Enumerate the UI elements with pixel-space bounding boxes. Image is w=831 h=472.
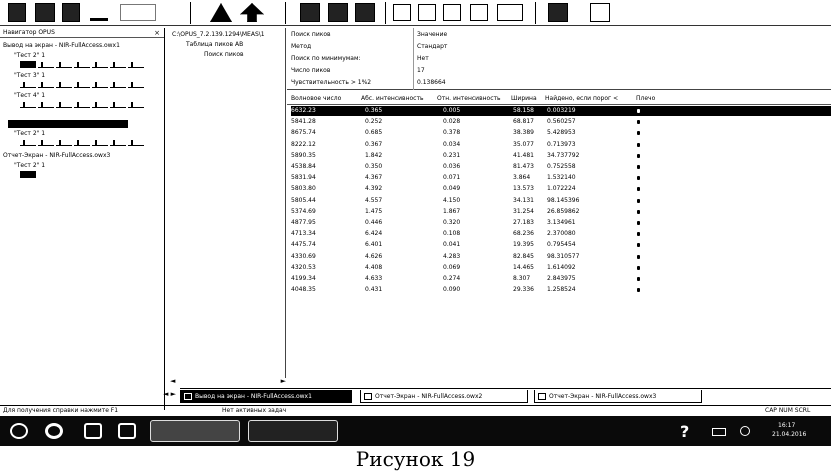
table-cell: 1.072224 [547, 185, 576, 193]
shoulder-checkbox[interactable] [637, 255, 640, 259]
table-cell: 0.713973 [547, 140, 576, 148]
table-cell: 27.183 [513, 219, 534, 226]
table-cell: 0.108 [443, 230, 461, 238]
table-cell: 98.310577 [547, 252, 580, 260]
table-cell: 0.090 [443, 286, 461, 294]
table-cell: 58.158 [513, 107, 534, 114]
table-cell: 68.817 [513, 118, 534, 126]
table-cell: 2.843975 [547, 275, 576, 282]
param-name: Число пиков [291, 67, 331, 74]
nav-item-test3[interactable]: "Тест 3" 1 [14, 72, 46, 79]
undo-icon[interactable] [90, 4, 108, 21]
table-cell: 38.389 [513, 129, 534, 137]
table-cell: 41.481 [513, 151, 534, 159]
table-cell: 0.685 [365, 129, 383, 137]
shoulder-checkbox[interactable] [637, 221, 640, 225]
clock-date[interactable]: 21.04.2016 [772, 431, 807, 438]
table-cell: 4199.34 [291, 275, 316, 282]
table-cell: 0.365 [365, 107, 383, 114]
table-cell: 5831.94 [291, 174, 316, 182]
status-bar [0, 405, 831, 416]
status-task: Нет активных задач [222, 407, 287, 414]
scroll-right-icon[interactable]: ► [280, 377, 286, 385]
table-cell: 1.475 [365, 207, 383, 215]
shoulder-checkbox[interactable] [637, 120, 640, 124]
tab-scroll[interactable]: ◄ ► [163, 390, 176, 398]
folder-icon[interactable] [84, 423, 102, 439]
shoulder-checkbox[interactable] [637, 232, 640, 236]
table-cell: 13.573 [513, 185, 534, 193]
table-cell: 4330.69 [291, 252, 316, 260]
table-cell: 6.401 [365, 241, 383, 249]
peak-pick-icon[interactable] [210, 3, 232, 22]
table-cell: 3.134961 [547, 219, 576, 226]
col-header-wavenumber[interactable]: Волновое число [291, 95, 342, 102]
table-cell: 4.150 [443, 196, 461, 204]
app-icon[interactable] [118, 423, 136, 439]
settings-icon[interactable] [418, 4, 436, 21]
col-header-abs-intensity[interactable]: Абс. интенсивность [361, 95, 424, 102]
tab-display[interactable] [180, 390, 352, 403]
tree-peak-table[interactable]: Таблица пиков АВ [186, 41, 244, 48]
browser-icon[interactable] [45, 423, 63, 439]
windows-taskbar [0, 416, 831, 446]
shoulder-checkbox[interactable] [637, 199, 640, 203]
table-cell: 34.737792 [547, 151, 580, 159]
table-cell: 1.867 [443, 207, 461, 215]
shoulder-checkbox[interactable] [637, 277, 640, 281]
table-cell: 5841.28 [291, 118, 316, 126]
start-icon[interactable] [10, 423, 28, 439]
table-cell: 98.145396 [547, 196, 580, 204]
tab-label: Отчет-Экран - NIR-FullAccess.owx2 [375, 393, 483, 400]
table-cell: 34.131 [513, 196, 534, 204]
nav-item-report[interactable]: Отчет-Экран - NIR-FullAccess.owx3 [3, 152, 111, 159]
param-header-value: Значение [417, 31, 448, 38]
tab-label: Вывод на экран - NIR-FullAccess.owx1 [195, 393, 312, 400]
copy-icon[interactable] [62, 3, 80, 22]
peak-up-icon[interactable] [240, 3, 264, 22]
table-cell: 0.069 [443, 263, 461, 271]
window-icon[interactable] [470, 4, 488, 21]
table-cell: 0.274 [443, 275, 461, 282]
table-cell: 4.626 [365, 252, 383, 260]
peak-table [287, 93, 831, 393]
peak-params [287, 28, 831, 90]
param-name: Чувствительность > 1%2 [291, 79, 372, 86]
table-cell: 5890.35 [291, 151, 316, 159]
nav-selected-row[interactable] [8, 120, 128, 128]
table-cell: 0.560257 [547, 118, 576, 126]
table-cell: 4475.74 [291, 241, 316, 249]
param-header-name: Поиск пиков [291, 31, 331, 38]
table-cell: 4.408 [365, 263, 383, 271]
shoulder-checkbox[interactable] [637, 131, 640, 135]
measure-icon[interactable] [548, 3, 568, 22]
table-cell: 0.041 [443, 241, 461, 249]
table-cell: 4.283 [443, 252, 461, 260]
table-cell: 4.633 [365, 275, 383, 282]
shoulder-checkbox[interactable] [637, 266, 640, 270]
table-cell: 0.036 [443, 163, 461, 170]
table-cell: 0.034 [443, 140, 461, 148]
table-cell: 4.557 [365, 196, 383, 204]
spectrum-blocks[interactable] [20, 61, 146, 69]
table-cell: 6.424 [365, 230, 383, 238]
nav-item-test2[interactable]: "Тест 2" 1 [14, 52, 46, 59]
nav-item-display[interactable]: Вывод на экран - NIR-FullAccess.owx1 [3, 42, 120, 49]
window-icon[interactable] [497, 4, 523, 21]
shoulder-checkbox[interactable] [637, 176, 640, 180]
shoulder-checkbox[interactable] [637, 288, 640, 292]
table-cell: 19.395 [513, 241, 534, 249]
shoulder-checkbox[interactable] [637, 143, 640, 147]
document-tabs [180, 388, 831, 404]
param-name: Поиск по минимумам: [291, 55, 361, 62]
table-cell: 3.864 [513, 174, 531, 182]
table-cell: 2.370080 [547, 230, 576, 238]
status-hint: Для получения справки нажмите F1 [3, 407, 119, 414]
tab-label: Отчет-Экран - NIR-FullAccess.owx3 [549, 393, 657, 400]
spectrum-blocks[interactable] [20, 101, 146, 109]
display-icon[interactable] [590, 3, 610, 22]
shoulder-checkbox[interactable] [637, 154, 640, 158]
report-tree [166, 28, 286, 378]
table-cell: 26.859862 [547, 207, 580, 215]
table-cell: 68.236 [513, 230, 534, 238]
table-cell: 8.307 [513, 275, 531, 282]
table-cell: 31.254 [513, 207, 534, 215]
table-cell: 0.320 [443, 219, 461, 226]
status-indicators: CAP NUM SCRL [765, 407, 811, 414]
table-cell: 0.028 [443, 118, 461, 126]
spectrum-blocks[interactable] [20, 171, 38, 179]
help-icon[interactable]: ? [680, 422, 690, 441]
main-toolbar [0, 0, 831, 26]
table-cell: 0.049 [443, 185, 461, 193]
display-icon[interactable] [443, 4, 461, 21]
table-cell: 4713.34 [291, 230, 316, 238]
spectrum-blocks[interactable] [20, 81, 146, 89]
tab-report-3[interactable] [534, 390, 702, 403]
table-cell: 8222.12 [291, 140, 316, 148]
measure-icon[interactable] [300, 3, 320, 22]
param-value[interactable]: 17 [417, 67, 425, 74]
shoulder-checkbox[interactable] [637, 210, 640, 214]
table-cell: 4538.84 [291, 163, 316, 170]
table-cell: 5.428953 [547, 129, 576, 137]
scroll-left-icon[interactable]: ◄ [170, 377, 176, 385]
shoulder-checkbox[interactable] [637, 243, 640, 247]
param-value[interactable]: Нет [417, 55, 429, 62]
table-cell: 1.614092 [547, 263, 576, 271]
table-cell: 0.367 [365, 140, 383, 148]
pin-icon[interactable]: × [154, 29, 160, 37]
taskbar-window-opus[interactable] [150, 420, 240, 442]
spectrum-blocks[interactable] [20, 139, 146, 147]
table-cell: 0.005 [443, 107, 461, 114]
table-cell: 4048.35 [291, 286, 316, 294]
opus-navigator [0, 28, 165, 410]
tree-root[interactable]: C:\OPUS_7.2.139.1294\MEAS\1 [172, 31, 265, 38]
table-cell: 5374.69 [291, 207, 316, 215]
report-icon[interactable] [393, 4, 411, 21]
nav-item-test2c[interactable]: "Тест 2" 1 [14, 162, 46, 169]
param-name: Метод [291, 43, 312, 50]
open-icon[interactable] [8, 3, 26, 22]
table-cell: 0.431 [365, 286, 383, 294]
param-value[interactable]: Стандарт [417, 43, 448, 50]
compare-icon[interactable] [328, 3, 348, 22]
table-cell: 82.845 [513, 252, 534, 260]
redo-icon[interactable] [120, 4, 156, 21]
table-cell: 0.350 [365, 163, 383, 170]
col-header-shoulder[interactable]: Плечо [636, 95, 656, 102]
table-cell: 0.231 [443, 151, 461, 159]
col-header-threshold[interactable]: Найдено, если порог < [545, 95, 619, 102]
table-cell: 0.446 [365, 219, 383, 226]
table-cell: 0.795454 [547, 241, 576, 249]
table-cell: 0.752558 [547, 163, 576, 170]
col-header-rel-intensity[interactable]: Отн. интенсивность [437, 95, 501, 102]
taskbar-window-other[interactable] [248, 420, 338, 442]
save-icon[interactable] [35, 3, 55, 22]
clock-time[interactable]: 16:17 [778, 422, 796, 429]
tab-report-2[interactable] [360, 390, 528, 403]
table-cell: 35.077 [513, 140, 534, 148]
table-cell: 0.003219 [547, 107, 576, 114]
table-cell: 4320.53 [291, 263, 316, 271]
shoulder-checkbox[interactable] [637, 165, 640, 169]
nav-item-test4[interactable]: "Тест 4" 1 [14, 92, 46, 99]
nav-item-test2b[interactable]: "Тест 2" 1 [14, 130, 46, 137]
table-cell: 6632.23 [291, 107, 316, 114]
col-header-width[interactable]: Ширина [511, 95, 537, 102]
param-value[interactable]: 0.138664 [417, 79, 446, 86]
shoulder-checkbox[interactable] [637, 109, 640, 113]
navigator-title: Навигатор OPUS [0, 28, 164, 38]
table-cell: 5805.44 [291, 196, 316, 204]
print-icon[interactable] [355, 3, 375, 22]
table-cell: 1.842 [365, 151, 383, 159]
tree-scrollbar[interactable] [170, 377, 286, 385]
table-cell: 1.532140 [547, 174, 576, 182]
table-cell: 0.252 [365, 118, 383, 126]
battery-icon[interactable] [712, 428, 726, 436]
table-cell: 4877.95 [291, 219, 316, 226]
figure-caption: Рисунок 19 [355, 447, 476, 471]
table-cell: 14.465 [513, 263, 534, 271]
tree-peak-search[interactable]: Поиск пиков [204, 51, 244, 58]
table-cell: 81.473 [513, 163, 534, 170]
table-cell: 29.336 [513, 286, 534, 294]
table-cell: 4.392 [365, 185, 383, 193]
shoulder-checkbox[interactable] [637, 187, 640, 191]
table-cell: 8675.74 [291, 129, 316, 137]
table-cell: 0.378 [443, 129, 461, 137]
table-cell: 5803.80 [291, 185, 316, 193]
network-icon[interactable] [740, 426, 750, 436]
table-cell: 0.071 [443, 174, 461, 182]
table-cell: 4.367 [365, 174, 383, 182]
table-cell: 1.258524 [547, 286, 576, 294]
